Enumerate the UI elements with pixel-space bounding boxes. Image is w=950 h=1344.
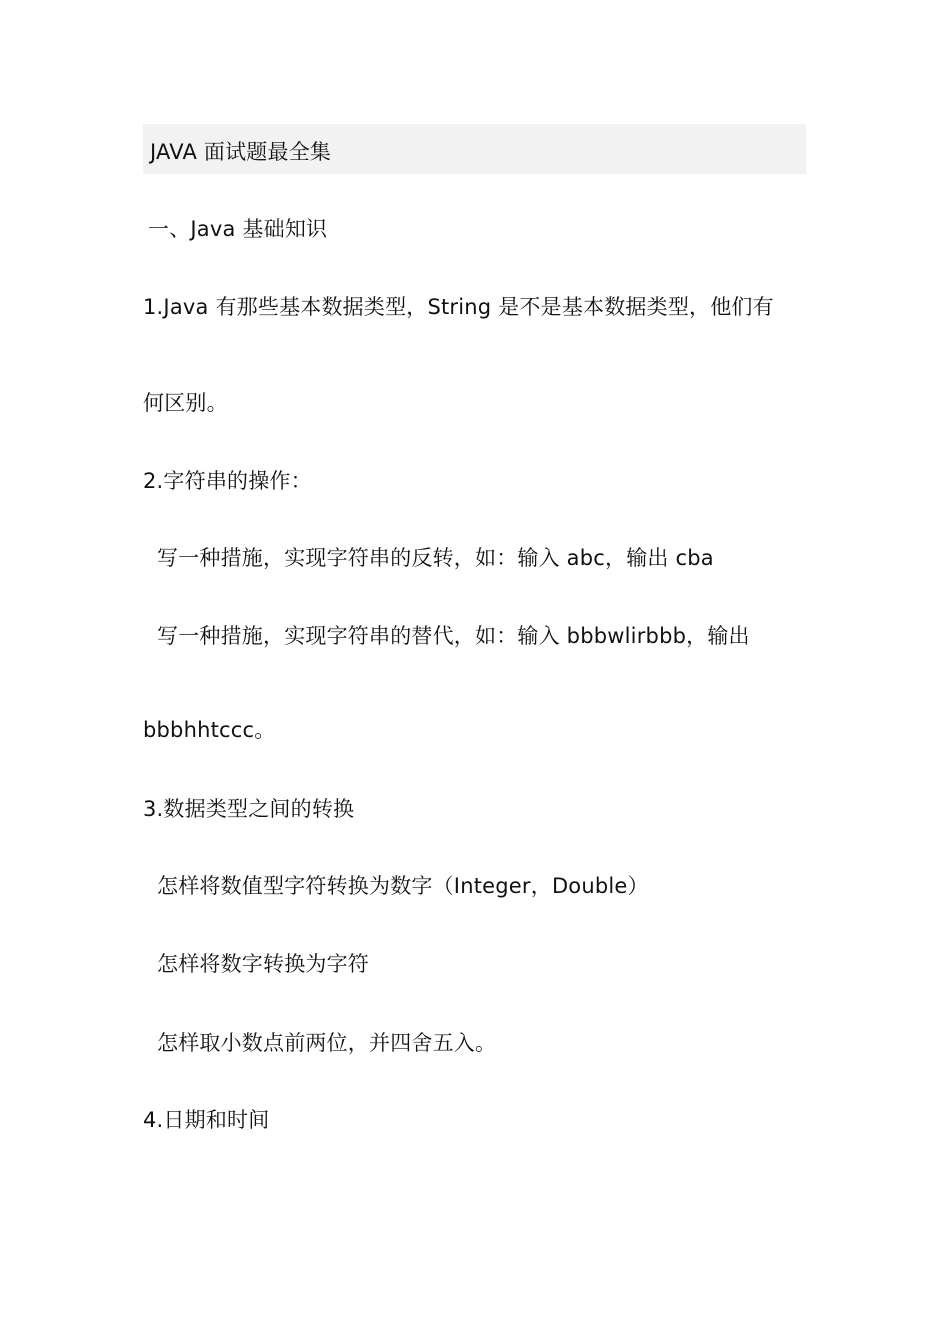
question-3-item-string-to-number: 怎样将数值型字符转换为数字（Integer，Double） [157,874,649,898]
question-4-heading: 4.日期和时间 [143,1108,270,1132]
document-title: JAVA 面试题最全集 [150,140,332,164]
section-heading-java-basics: 一、Java 基础知识 [148,217,328,241]
question-3-item-number-to-string: 怎样将数字转换为字符 [157,952,369,976]
question-3-item-rounding: 怎样取小数点前两位，并四舍五入。 [157,1031,497,1055]
question-1-line-1: 1.Java 有那些基本数据类型，String 是不是基本数据类型，他们有 [143,295,774,319]
question-2-item-replace-line-2: bbbhhtccc。 [143,718,276,742]
question-3-heading: 3.数据类型之间的转换 [143,797,355,821]
question-2-heading: 2.字符串的操作： [143,469,312,493]
question-2-item-replace-line-1: 写一种措施，实现字符串的替代，如：输入 bbbwlirbbb，输出 [157,624,750,648]
question-1-line-2: 何区别。 [143,391,228,415]
question-2-item-reverse: 写一种措施，实现字符串的反转，如：输入 abc，输出 cba [157,546,714,570]
